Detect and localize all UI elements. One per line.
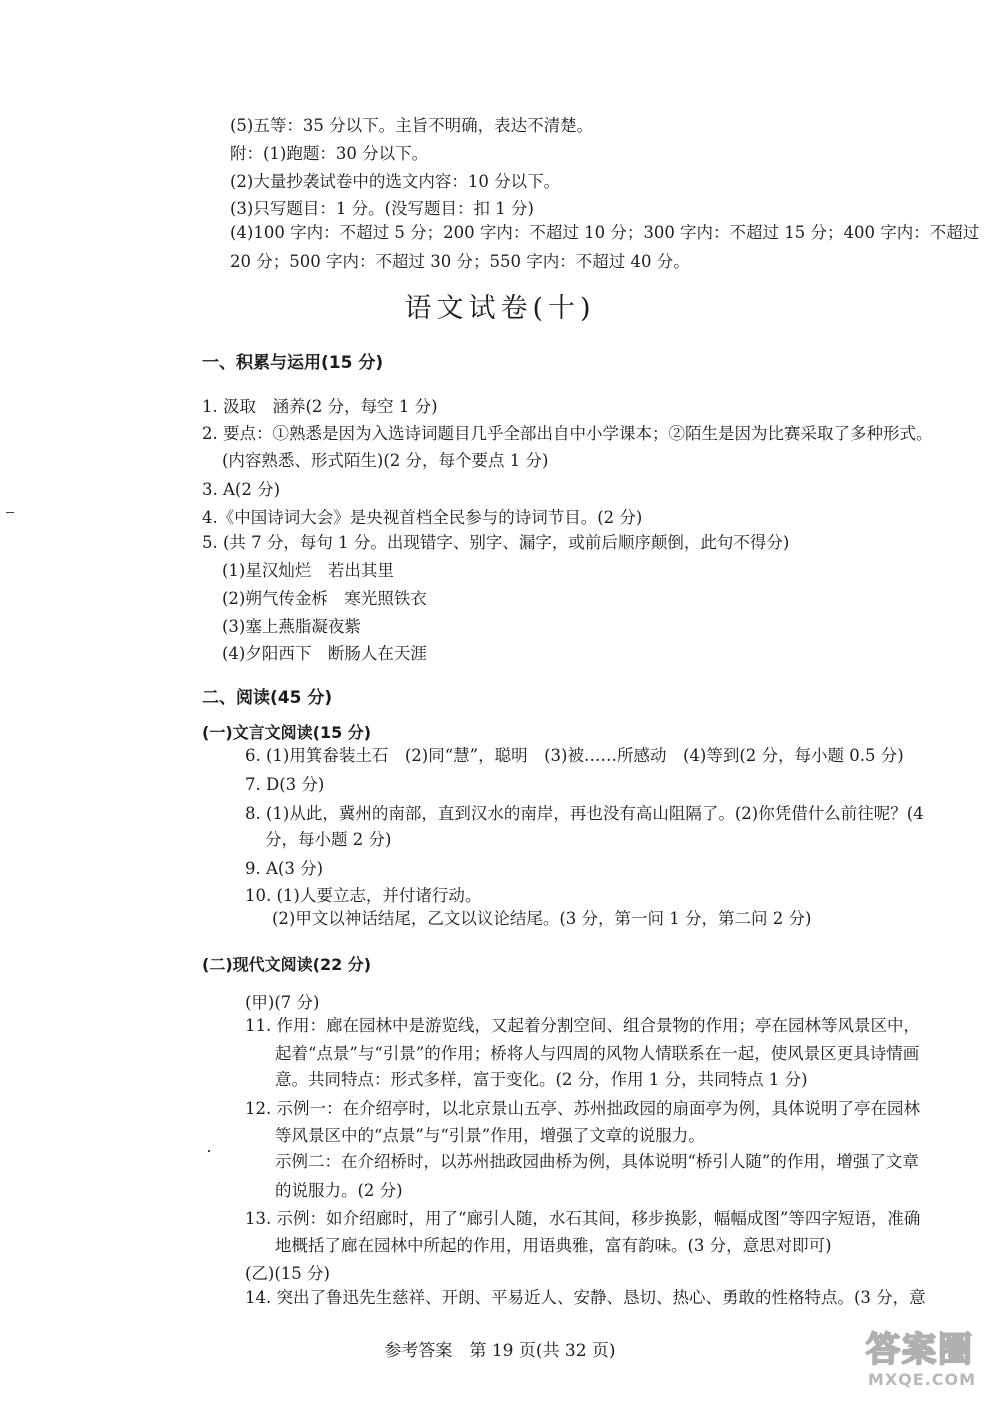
scan-mark [208, 1150, 210, 1152]
text-line: 20 分；500 字内：不超过 30 分；550 字内：不超过 40 分。 [230, 252, 690, 271]
subsection-heading: (二)现代文阅读(22 分) [202, 955, 372, 974]
text-line: 6. (1)用箕畚装土石 (2)同“慧”，聪明 (3)被……所感动 (4)等到(2 分，每小题 0.5 分) [245, 746, 904, 765]
text-line: 11. 作用：廊在园林中是游览线，又起着分割空间、组合景物的作用；亭在园林等风景区中， [245, 1016, 920, 1035]
text-line: (2)甲文以神话结尾，乙文以议论结尾。(3 分，第一问 1 分，第二问 2 分) [272, 909, 812, 928]
text-line: 1. 汲取 涵养(2 分，每空 1 分) [202, 397, 438, 416]
text-line: 意。共同特点：形式多样，富于变化。(2 分，作用 1 分，共同特点 1 分) [275, 1070, 808, 1089]
text-line: 分，每小题 2 分) [265, 830, 392, 849]
watermark [852, 1320, 992, 1390]
text-line: 地概括了廊在园林中所起的作用，用语典雅，富有韵味。(3 分，意思对即可) [275, 1236, 832, 1255]
exam-title: 语文试卷(十) [404, 293, 596, 324]
subsection-heading: (一)文言文阅读(15 分) [202, 723, 372, 742]
text-line: (乙)(15 分) [245, 1264, 330, 1283]
text-line: 2. 要点：①熟悉是因为入选诗词题目几乎全部出自中小学课本；②陌生是因为比赛采取了多种形式。 [202, 424, 933, 443]
text-line: (内容熟悉、形式陌生)(2 分，每个要点 1 分) [222, 451, 549, 470]
text-line: 8. (1)从此，冀州的南部，直到汉水的南岸，再也没有高山阻隔了。(2)你凭借什么前往呢？(4 [245, 804, 924, 823]
text-line: (4)100 字内：不超过 5 分；200 字内：不超过 10 分；300 字内：不超过 15 分；400 字内：不超过 [230, 223, 980, 242]
section-heading: 一、积累与运用(15 分) [202, 353, 384, 373]
text-line: (3)塞上燕脂凝夜紫 [222, 617, 361, 636]
text-line: 的说服力。(2 分) [275, 1181, 403, 1200]
text-line: 9. A(3 分) [245, 859, 324, 878]
text-line: (1)星汉灿烂 若出其里 [222, 561, 394, 580]
text-line: 示例二：在介绍桥时，以苏州拙政园曲桥为例，具体说明“桥引人随”的作用，增强了文章 [275, 1152, 919, 1171]
section-heading: 二、阅读(45 分) [202, 688, 333, 708]
text-line: (甲)(7 分) [245, 993, 320, 1012]
watermark-site: MXQE.COM [867, 1370, 977, 1389]
text-line: (2)大量抄袭试卷中的选文内容：10 分以下。 [230, 172, 561, 191]
text-line: 12. 示例一：在介绍亭时，以北京景山五亭、苏州拙政园的扇面亭为例，具体说明了亭在园林 [245, 1099, 920, 1118]
scan-mark [6, 512, 14, 513]
text-line: (4)夕阳西下 断肠人在天涯 [222, 644, 427, 663]
watermark-logo: 答案圈 [866, 1330, 974, 1370]
text-line: 10. (1)人要立志，并付诸行动。 [245, 886, 482, 905]
text-line: 等风景区中的“点景”与“引景”作用，增强了文章的说服力。 [275, 1126, 705, 1145]
text-line: 3. A(2 分) [202, 480, 281, 499]
text-line: (5)五等：35 分以下。主旨不明确，表达不清楚。 [230, 116, 594, 135]
page-footer: 参考答案 第 19 页(共 32 页) [384, 1341, 616, 1361]
text-line: 13. 示例：如介绍廊时，用了“廊引人随，水石其间，移步换影，幅幅成图”等四字短语，准确 [245, 1209, 921, 1228]
text-line: (3)只写题目：1 分。(没写题目：扣 1 分) [230, 199, 534, 218]
text-line: 14. 突出了鲁迅先生慈祥、开朗、平易近人、安静、恳切、热心、勇敢的性格特点。(3 分，意 [245, 1288, 926, 1307]
text-line: 附：(1)跑题：30 分以下。 [230, 144, 429, 163]
text-line: 5. (共 7 分，每句 1 分。出现错字、别字、漏字，或前后顺序颠倒，此句不得分) [202, 533, 790, 552]
text-line: 7. D(3 分) [245, 775, 325, 794]
text-line: 起着“点景”与“引景”的作用；桥将人与四周的风物人情联系在一起，使风景区更具诗情画 [275, 1044, 920, 1063]
text-line: (2)朔气传金柝 寒光照铁衣 [222, 589, 427, 608]
text-line: 4.《中国诗词大会》是央视首档全民参与的诗词节目。(2 分) [202, 508, 643, 527]
